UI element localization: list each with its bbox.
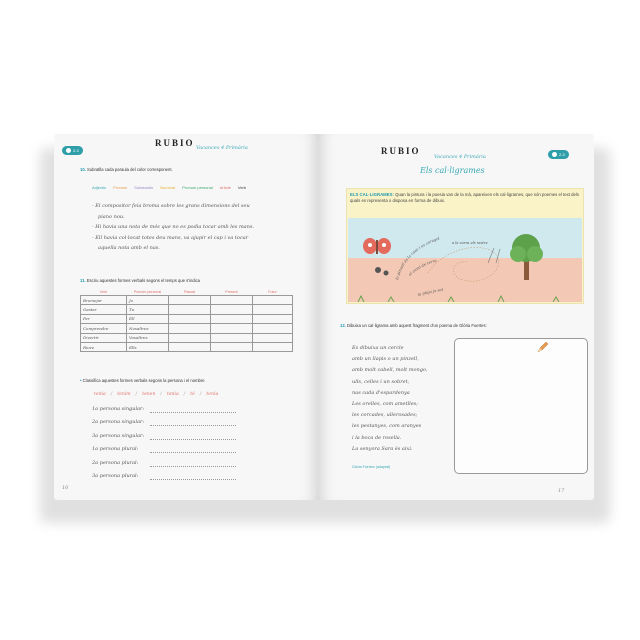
q12-instruction: [340, 323, 487, 328]
poem-line: ulls, celles i un sobret,: [352, 378, 410, 385]
word-separator: /: [110, 392, 113, 397]
left-series-title: Vacances 4 Primària: [196, 145, 248, 151]
answer-cell[interactable]: [169, 333, 211, 342]
answer-cell[interactable]: [253, 314, 293, 323]
section-title: Els cal·ligrames: [420, 166, 485, 175]
poem-line: Es dibuixa un cercle: [352, 345, 404, 351]
callout-keyword: ELS CAL·LIGRAMES:: [350, 192, 394, 197]
poem-line: amb un llapis o un pinzell,: [352, 356, 419, 363]
classify-line-label: 2a persona singular:: [92, 419, 145, 426]
calligram-illustration: [348, 218, 582, 302]
table-header: Present: [225, 290, 238, 294]
sentence-line: - Hi havia una nota de més que no es podia tocar amb les mans.: [92, 224, 255, 230]
table-cell: Divertir: [81, 333, 127, 342]
table-header: Pronom personal: [133, 290, 162, 294]
classify-line-label: 2a persona plural:: [92, 459, 139, 466]
answer-cell[interactable]: [169, 342, 211, 351]
drawing-area[interactable]: [454, 338, 588, 474]
answer-cell[interactable]: [211, 333, 253, 342]
verb-word: té: [190, 392, 195, 397]
answer-cell[interactable]: [169, 314, 211, 323]
word-separator: /: [183, 392, 186, 397]
answer-cell[interactable]: [253, 324, 293, 333]
table-cell: Vosaltres: [127, 333, 169, 342]
calligram-arc-1: la pinzell és la casa i es caragol: [394, 235, 441, 281]
left-brand-logo: RUBIO: [155, 138, 195, 148]
answer-cell[interactable]: [253, 296, 293, 305]
calligram-arc-4: a la sorra els rastre: [452, 241, 488, 245]
table-cell: Gastar: [81, 305, 127, 314]
classify-text: Classifica aquestes formes verbals segons la persona i el nombre: [82, 378, 205, 383]
left-page-number: 16: [62, 485, 69, 491]
table-cell: Tu: [127, 305, 169, 314]
answer-cell[interactable]: [169, 324, 211, 333]
right-brand-logo: RUBIO: [381, 146, 421, 156]
poem-author: Glòria Fuertes (adaptat): [352, 465, 391, 469]
poem-line: les corcades, ullerosades;: [352, 412, 418, 419]
q12-number: 12.: [340, 323, 346, 328]
sentence-line: - Ell havia col·locat totes deu mans, va ajupir el cap i va tocar: [92, 234, 249, 241]
svg-text:la pluja ja sol: [417, 287, 444, 297]
answer-cell[interactable]: [253, 333, 293, 342]
legend-item: Adjectiu: [92, 185, 107, 190]
tree-icon: [510, 234, 543, 280]
table-cell: Fer: [81, 314, 127, 323]
verb-word: tenen: [142, 392, 156, 397]
table-header: Futur: [268, 290, 277, 294]
legend-item: Substantiu: [134, 185, 154, 190]
word-separator: /: [135, 392, 138, 397]
table-cell: Bromejar: [81, 296, 127, 305]
table-row: [81, 342, 293, 351]
answer-cell[interactable]: [211, 296, 253, 305]
svg-text:la pinzell és la casa i es car: [394, 235, 441, 280]
q10-instruction: [80, 167, 173, 172]
stone-icon: [375, 267, 381, 273]
answer-line[interactable]: [150, 412, 236, 413]
snail-antennae: [488, 248, 500, 263]
calligram-drawing: [348, 218, 582, 302]
left-tab-label: 2-3: [73, 148, 79, 153]
verb-word: tenia: [166, 392, 179, 397]
color-legend: [92, 185, 253, 190]
table-cell: Jo: [127, 296, 169, 305]
table-header: Passat: [184, 290, 195, 294]
answer-line[interactable]: [150, 425, 236, 426]
owl-icon: [66, 148, 71, 153]
classify-line-label: 1a persona singular:: [92, 406, 145, 412]
q11-text: Escriu aquestes formes verbals segons el temps que s'indica: [86, 278, 200, 283]
sentence-line: - El compositor feia broma sobre les grans dimensions del seu: [92, 203, 250, 209]
answer-line[interactable]: [150, 479, 236, 480]
pencil-icon: [536, 340, 550, 354]
verb-table-wrap: [80, 289, 293, 352]
table-row: [81, 333, 293, 342]
poem-line: nas cada d'espardenya: [352, 389, 410, 396]
owl-icon: [552, 152, 557, 157]
left-level-tab: [62, 146, 83, 155]
table-row: [81, 296, 293, 305]
q12-text: Dibuixa un cal·ligrama amb aquest fragment d'un poema de Glòria Fuertes:: [347, 323, 487, 328]
table-cell: Riure: [81, 342, 127, 351]
table-cell: Comprendre: [81, 324, 127, 333]
poem-line: amb molt cabell, molt mongo,: [352, 367, 428, 374]
poem-line: les pestanyes, com aranyes: [352, 423, 422, 430]
legend-item: Pronom personal: [182, 185, 213, 190]
legend-item: Verb: [237, 185, 247, 190]
right-page-number: 17: [558, 488, 565, 494]
verb-word: tenim: [117, 392, 131, 397]
q11-instruction: [80, 278, 200, 283]
table-row: [81, 314, 293, 323]
q10-number: 10.: [80, 167, 86, 172]
answer-line[interactable]: [150, 439, 236, 440]
verb-word: tenia: [94, 392, 106, 397]
legend-item: Numeral: [160, 185, 176, 190]
table-cell: Nosaltres: [127, 324, 169, 333]
classify-instruction: [80, 378, 205, 383]
sentence-line: aquella nota amb el nas.: [98, 245, 160, 251]
grass-tufts: [358, 296, 559, 302]
sentence-line: piano nou.: [98, 213, 125, 220]
q11-number: 11.: [80, 278, 86, 283]
right-level-tab: [548, 150, 569, 159]
table-row: [81, 305, 293, 314]
snail-shell: [428, 247, 499, 281]
answer-cell[interactable]: [211, 342, 253, 351]
word-separator: /: [160, 392, 162, 397]
callout-body: Quan la pintura i la poesia van de la mà, apareixen els cal·ligrames, que són poemes el text dels quals es representa o disposa en forma de dibuix.: [350, 192, 580, 204]
table-cell: Ell: [127, 314, 169, 323]
answer-cell[interactable]: [211, 324, 253, 333]
verb-word: teniu: [206, 392, 219, 397]
answer-cell[interactable]: [211, 305, 253, 314]
table-header: Verb: [99, 290, 108, 294]
right-tab-label: 2-3: [559, 152, 565, 157]
right-series-title: Vacances 4 Primària: [434, 154, 486, 160]
verb-word-bank: [94, 392, 223, 397]
verb-table: [80, 289, 293, 352]
classify-bullet: •: [80, 378, 82, 383]
poem-line: La senyora Sara és així.: [352, 445, 413, 452]
callout-text: [350, 192, 580, 205]
q10-text: Subratlla cada paraula del color corresponent.: [87, 167, 173, 172]
answer-cell[interactable]: [253, 342, 293, 351]
butterfly-icon: [363, 238, 391, 254]
table-row: [81, 324, 293, 333]
answer-cell[interactable]: [169, 305, 211, 314]
svg-text:el camí de terra: [407, 258, 438, 277]
classify-line-label: 1a persona plural:: [92, 446, 139, 453]
answer-cell[interactable]: [169, 296, 211, 305]
answer-line[interactable]: [150, 452, 236, 453]
legend-item: Article: [219, 185, 231, 190]
poem-line: i la boca de rosella.: [352, 434, 402, 441]
table-cell: Ells: [127, 342, 169, 351]
classify-line-label: 3a persona singular:: [92, 432, 145, 439]
stone-icon: [384, 271, 389, 276]
calligram-arc-3: la pluja ja sol: [416, 286, 444, 297]
classify-line-label: 3a persona plural:: [92, 473, 139, 479]
answer-line[interactable]: [150, 466, 236, 467]
answer-cell[interactable]: [211, 314, 253, 323]
answer-cell[interactable]: [253, 305, 293, 314]
poem-line: Les orelles, com ametlles;: [352, 401, 418, 407]
calligram-arc-2: el camí de terra: [407, 257, 438, 277]
legend-item: Pronom: [113, 185, 128, 190]
word-separator: /: [199, 392, 202, 397]
